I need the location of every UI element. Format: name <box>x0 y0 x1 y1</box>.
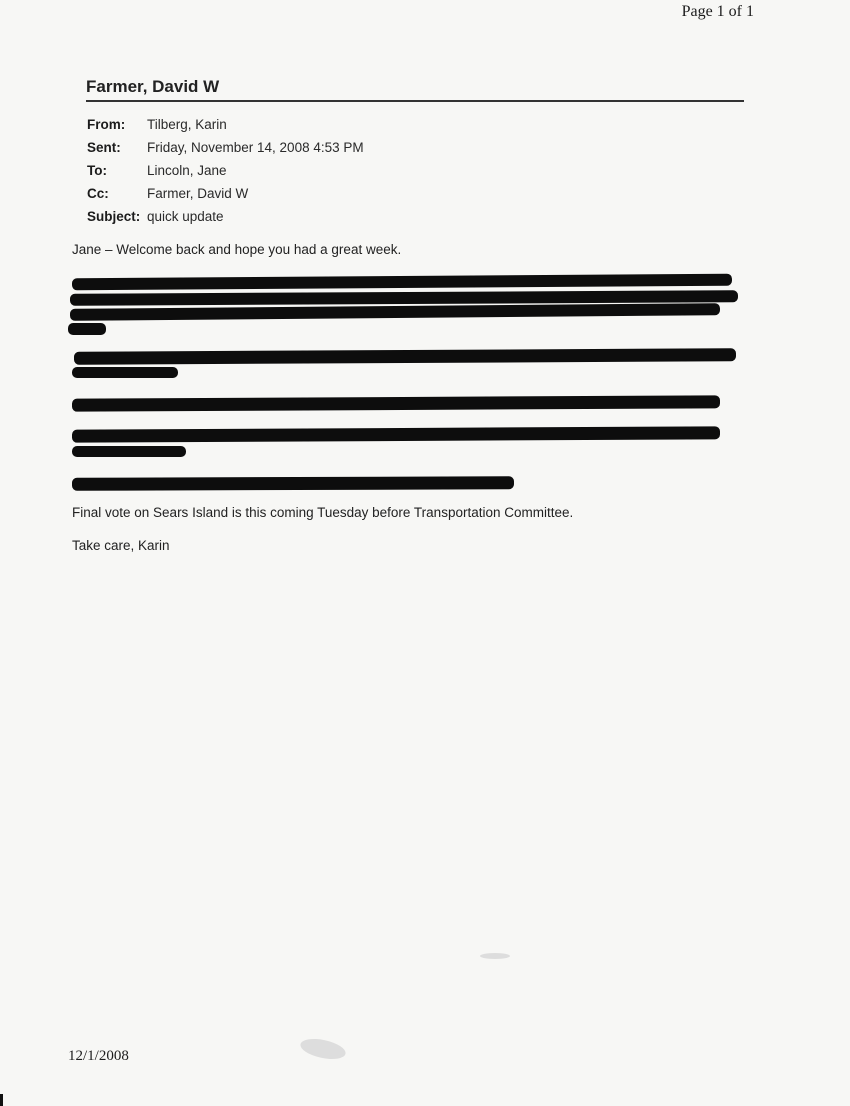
header-from-row <box>87 113 364 136</box>
header-subject-row <box>87 205 364 228</box>
header-to-row <box>87 159 364 182</box>
redaction-bar <box>72 426 720 442</box>
subject-label: Subject: <box>87 209 141 224</box>
scan-smudge <box>299 1035 348 1062</box>
from-value: Tilberg, Karin <box>147 117 227 132</box>
signoff-line: Take care, Karin <box>72 538 170 553</box>
greeting-line: Jane – Welcome back and hope you had a great week. <box>72 242 402 257</box>
header-cc-row <box>87 182 364 205</box>
email-header <box>87 113 364 228</box>
final-vote-line: Final vote on Sears Island is this coming Tuesday before Transportation Committee. <box>72 505 574 520</box>
to-label: To: <box>87 163 107 178</box>
sent-label: Sent: <box>87 140 121 155</box>
redaction-bar <box>72 446 186 457</box>
header-sent-row <box>87 136 364 159</box>
cc-value: Farmer, David W <box>147 186 249 201</box>
redaction-bar <box>70 303 720 321</box>
redaction-bar <box>72 367 178 378</box>
sent-value: Friday, November 14, 2008 4:53 PM <box>147 140 364 155</box>
mailbox-name: Farmer, David W <box>86 77 220 96</box>
header-rule <box>86 100 744 102</box>
scan-smudge <box>480 953 510 959</box>
page-number: Page 1 of 1 <box>681 3 754 20</box>
redaction-bar <box>74 348 736 364</box>
redaction-bar <box>72 274 732 291</box>
subject-value: quick update <box>147 209 224 224</box>
cc-label: Cc: <box>87 186 109 201</box>
from-label: From: <box>87 117 126 132</box>
print-date: 12/1/2008 <box>68 1048 129 1064</box>
redaction-bar <box>72 395 720 411</box>
redaction-bar <box>68 323 106 335</box>
to-value: Lincoln, Jane <box>147 163 227 178</box>
scan-edge-mark <box>0 1094 3 1106</box>
redaction-bar <box>72 476 514 491</box>
